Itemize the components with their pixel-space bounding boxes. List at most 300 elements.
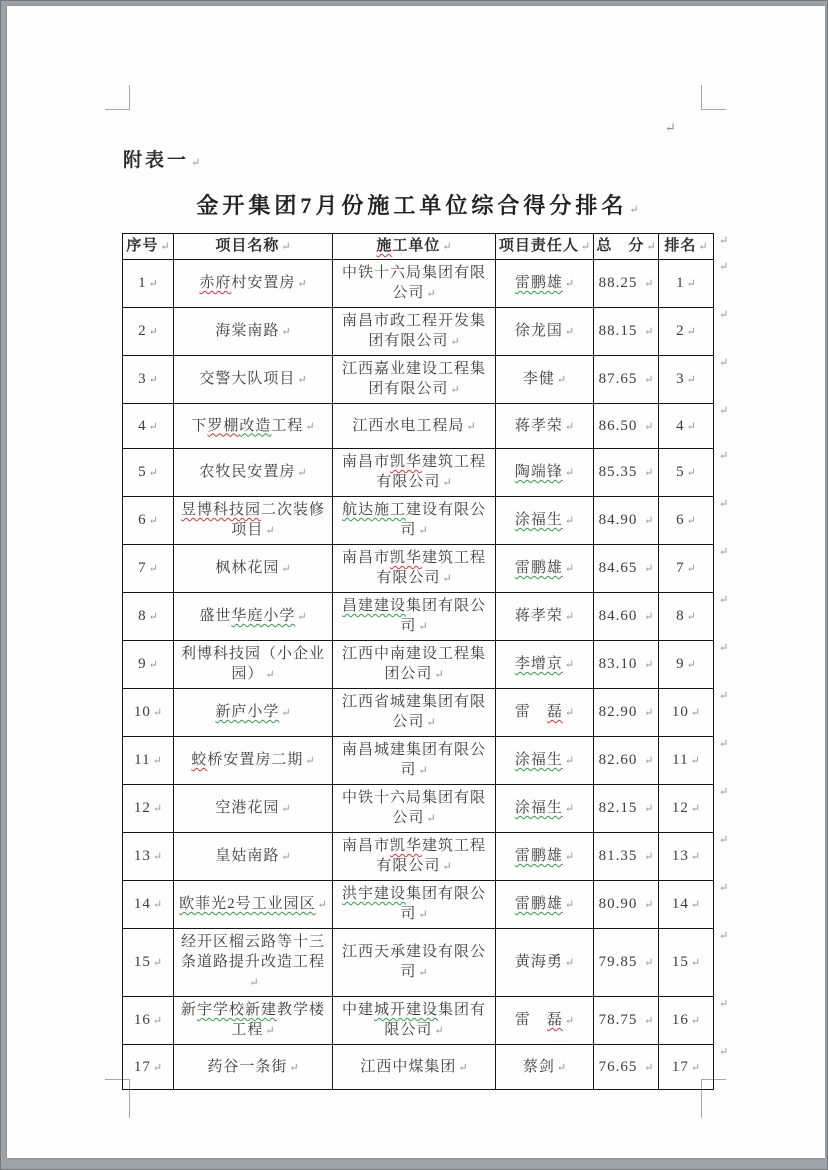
cell-score[interactable]: 84.65 ↵ [594, 545, 659, 593]
cell-rank[interactable]: 9 ↵ [659, 641, 714, 689]
header-cell-0[interactable] [123, 234, 174, 260]
text-run: 江西天承建设有限公司 [341, 944, 486, 980]
cell-no[interactable]: 11 ↵ [123, 737, 174, 785]
cell-score[interactable]: 88.15 ↵ [594, 308, 659, 356]
text-run: 盛世 [199, 608, 232, 624]
cell-project[interactable] [174, 997, 333, 1045]
cell-unit[interactable] [333, 593, 496, 641]
paragraph-mark: ↵ [644, 420, 654, 433]
cell-rank[interactable]: 4 ↵ [659, 404, 714, 449]
cell-person[interactable] [496, 356, 594, 404]
paragraph-mark: ↵ [297, 611, 307, 623]
cell-unit[interactable] [333, 260, 496, 308]
paragraph-mark: ↵ [289, 1061, 299, 1074]
text-run: 二次装修项目 [231, 502, 326, 538]
cell-no[interactable]: 15 ↵ [123, 929, 174, 997]
cell-project[interactable] [174, 689, 333, 737]
paragraph-mark: ↵ [442, 861, 452, 873]
text-run: 项目名称 [215, 238, 280, 254]
paragraph-mark: ↵ [698, 241, 708, 253]
text-run: 蒋孝荣 [514, 417, 563, 434]
text-run: 总 分 [596, 238, 645, 254]
paragraph-mark: ↵ [690, 803, 701, 815]
text-run: 涂福生 [514, 800, 563, 816]
paragraph-mark: ↵ [719, 545, 729, 558]
cell-person[interactable] [496, 545, 594, 593]
text-run: 利博科技园（小企业园） [180, 646, 325, 682]
paragraph-mark: ↵ [564, 851, 575, 863]
margin-crop-mark-top-left [105, 85, 130, 110]
page-title-text: 金开集团7月份施工单位综合得分排名 [196, 193, 628, 218]
cell-project[interactable] [174, 545, 333, 593]
header-cell-5[interactable] [659, 234, 714, 260]
paragraph-mark: ↵ [719, 308, 729, 321]
cell-unit[interactable] [333, 356, 496, 404]
paragraph-mark: ↵ [686, 563, 696, 575]
text-run: 江西中南建设工程集团公司 [341, 646, 486, 682]
paragraph-mark: ↵ [644, 326, 654, 338]
cell-score[interactable]: 84.60 ↵ [594, 593, 659, 641]
paragraph-mark: ↵ [719, 881, 729, 894]
cell-project[interactable] [174, 356, 333, 404]
table-body [123, 260, 736, 1090]
paragraph-mark: ↵ [719, 785, 729, 798]
table-row [123, 497, 736, 545]
row-end-mark [714, 833, 736, 881]
cell-rank[interactable]: 7 ↵ [659, 545, 714, 593]
paragraph-mark: ↵ [719, 997, 729, 1010]
header-cell-1[interactable] [174, 234, 333, 260]
paragraph-mark: ↵ [556, 1061, 567, 1074]
cell-score[interactable]: 88.25 ↵ [594, 260, 659, 308]
table-row [123, 449, 736, 497]
cell-person[interactable] [496, 593, 594, 641]
paragraph-mark: ↵ [564, 420, 575, 433]
paragraph-mark: ↵ [719, 449, 729, 462]
paragraph-mark: ↵ [249, 977, 259, 989]
paragraph-mark: ↵ [191, 157, 201, 169]
paragraph-mark: ↵ [690, 1061, 701, 1074]
cell-project[interactable] [174, 1045, 333, 1090]
paragraph-mark: ↵ [686, 326, 696, 338]
cell-person[interactable] [496, 1045, 594, 1090]
table-row [123, 234, 736, 260]
paragraph-mark: ↵ [418, 525, 428, 537]
paragraph-mark: ↵ [152, 899, 163, 911]
cell-score[interactable]: 83.10 ↵ [594, 641, 659, 689]
cell-rank[interactable]: 12 ↵ [659, 785, 714, 833]
table-row [123, 1045, 736, 1090]
cell-score[interactable]: 87.65 ↵ [594, 356, 659, 404]
cell-no[interactable]: 5 ↵ [123, 449, 174, 497]
cell-unit[interactable] [333, 497, 496, 545]
text-run: 建筑工程有限公司 [376, 454, 487, 490]
paragraph-mark: ↵ [265, 525, 275, 537]
cell-project[interactable] [174, 308, 333, 356]
paragraph-mark: ↵ [281, 563, 291, 575]
paragraph-mark: ↵ [686, 659, 696, 671]
text-run: 江西嘉业建设工程集团有限公司 [341, 361, 486, 397]
paragraph-mark: ↵ [265, 669, 275, 681]
cell-unit[interactable] [333, 404, 496, 449]
cell-no[interactable]: 1 ↵ [123, 260, 174, 308]
paragraph-mark: ↵ [719, 641, 729, 654]
text-run: 雷鹏雄 [514, 560, 563, 576]
cell-score[interactable]: 78.75 ↵ [594, 997, 659, 1045]
cell-person[interactable] [496, 404, 594, 449]
header-cell-4[interactable] [594, 234, 659, 260]
paragraph-mark: ↵ [152, 851, 163, 863]
text-run: 凯华 [389, 838, 422, 854]
paragraph-mark: ↵ [148, 326, 158, 338]
cell-no[interactable]: 17 ↵ [123, 1045, 174, 1090]
text-run: 凯华 [389, 550, 422, 566]
paragraph-mark: ↵ [305, 420, 315, 433]
paragraph-mark: ↵ [686, 611, 696, 623]
cell-score[interactable]: 76.65 ↵ [594, 1045, 659, 1090]
cell-unit[interactable] [333, 881, 496, 929]
paragraph-mark: ↵ [281, 707, 291, 719]
paragraph-mark: ↵ [418, 967, 428, 979]
text-run: 农牧民安置房 [199, 464, 296, 480]
cell-rank[interactable]: 17 ↵ [659, 1045, 714, 1090]
text-run: 海棠南路 [215, 323, 280, 339]
document-page[interactable] [7, 6, 825, 1158]
cell-unit[interactable] [333, 689, 496, 737]
table-row [123, 641, 736, 689]
cell-no[interactable]: 2 ↵ [123, 308, 174, 356]
paragraph-mark: ↵ [148, 563, 158, 575]
cell-project[interactable] [174, 449, 333, 497]
cell-rank[interactable]: 15 ↵ [659, 929, 714, 997]
cell-project[interactable] [174, 260, 333, 308]
cell-project[interactable] [174, 497, 333, 545]
paragraph-mark: ↵ [564, 515, 575, 527]
paragraph-mark: ↵ [719, 833, 729, 846]
header-cell-2[interactable] [333, 234, 496, 260]
paragraph-mark: ↵ [442, 477, 452, 489]
text-run: 欧菲光2号工业园区 [179, 896, 316, 912]
text-run: 新 [180, 1002, 197, 1018]
paragraph-mark: ↵ [690, 899, 701, 911]
cell-score[interactable]: 82.90 ↵ [594, 689, 659, 737]
row-end-mark [714, 234, 736, 260]
paragraph-mark: ↵ [690, 957, 701, 969]
cell-person[interactable] [496, 641, 594, 689]
cell-unit[interactable] [333, 737, 496, 785]
text-run: 南昌城建集团有限公司 [341, 742, 486, 778]
table-row [123, 260, 736, 308]
paragraph-mark: ↵ [564, 1015, 575, 1027]
cell-rank[interactable]: 8 ↵ [659, 593, 714, 641]
paragraph-mark: ↵ [644, 957, 654, 969]
paragraph-mark: ↵ [719, 497, 729, 510]
text-run: 村安置房 [231, 275, 296, 291]
cell-rank[interactable]: 10 ↵ [659, 689, 714, 737]
table-row [123, 833, 736, 881]
paragraph-mark: ↵ [644, 899, 654, 911]
cell-project[interactable] [174, 881, 333, 929]
row-end-mark [714, 929, 736, 997]
cell-score[interactable]: 80.90 ↵ [594, 881, 659, 929]
paragraph-mark: ↵ [644, 659, 654, 671]
text-run: 雷鹏雄 [514, 848, 563, 864]
cell-rank[interactable]: 14 ↵ [659, 881, 714, 929]
cell-score[interactable]: 82.60 ↵ [594, 737, 659, 785]
paragraph-mark: ↵ [297, 374, 307, 386]
cell-no[interactable]: 13 ↵ [123, 833, 174, 881]
cell-person[interactable] [496, 833, 594, 881]
paragraph-mark: ↵ [297, 278, 307, 290]
paragraph-mark: ↵ [564, 467, 575, 479]
page-title[interactable] [117, 189, 718, 220]
row-end-mark [714, 785, 736, 833]
text-run: 江西省城建集团有限公司 [341, 694, 486, 730]
paragraph-mark: ↵ [466, 420, 476, 433]
cell-score[interactable]: 79.85 ↵ [594, 929, 659, 997]
cell-rank[interactable]: 5 ↵ [659, 449, 714, 497]
paragraph-mark: ↵ [450, 384, 460, 396]
text-run: 集团有限公司 [384, 1002, 487, 1038]
paragraph-mark: ↵ [426, 717, 436, 729]
paragraph-mark: ↵ [434, 1025, 444, 1037]
cell-unit[interactable] [333, 641, 496, 689]
cell-person[interactable] [496, 737, 594, 785]
paragraph-mark: ↵ [281, 326, 291, 338]
cell-no[interactable]: 10 ↵ [123, 689, 174, 737]
paragraph-mark: ↵ [160, 241, 170, 253]
text-run: 南昌市 [341, 838, 390, 854]
paragraph-mark: ↵ [644, 851, 654, 863]
text-run: 航达施工 [341, 502, 406, 518]
cell-rank[interactable]: 3 ↵ [659, 356, 714, 404]
row-end-mark [714, 881, 736, 929]
cell-person[interactable] [496, 785, 594, 833]
paragraph-mark: ↵ [281, 851, 291, 863]
text-run: 昱博科技园 [180, 502, 261, 518]
cell-unit[interactable] [333, 449, 496, 497]
paragraph-mark: ↵ [418, 621, 428, 633]
table-row [123, 737, 736, 785]
paragraph-mark: ↵ [719, 234, 729, 247]
paragraph-mark: ↵ [148, 611, 158, 623]
paragraph-mark: ↵ [426, 813, 436, 825]
cell-project[interactable] [174, 641, 333, 689]
cell-unit[interactable] [333, 997, 496, 1045]
cell-person[interactable] [496, 260, 594, 308]
paragraph-mark: ↵ [644, 707, 654, 719]
paragraph-mark: ↵ [418, 909, 428, 921]
cell-no[interactable]: 3 ↵ [123, 356, 174, 404]
cell-rank[interactable]: 1 ↵ [659, 260, 714, 308]
cell-no[interactable]: 9 ↵ [123, 641, 174, 689]
cell-score[interactable]: 82.15 ↵ [594, 785, 659, 833]
cell-rank[interactable]: 16 ↵ [659, 997, 714, 1045]
cell-score[interactable]: 85.35 ↵ [594, 449, 659, 497]
cell-rank[interactable]: 13 ↵ [659, 833, 714, 881]
cell-person[interactable] [496, 997, 594, 1045]
row-end-mark [714, 356, 736, 404]
cell-rank[interactable]: 6 ↵ [659, 497, 714, 545]
paragraph-mark: ↵ [148, 467, 158, 479]
cell-person[interactable] [496, 449, 594, 497]
cell-unit[interactable] [333, 785, 496, 833]
paragraph-mark: ↵ [564, 563, 575, 575]
text-run: 雷 [514, 704, 547, 720]
text-run: 雷鹏雄 [514, 275, 563, 291]
text-run: 李健 [522, 371, 555, 387]
cell-unit[interactable] [333, 833, 496, 881]
paragraph-mark: ↵ [418, 765, 428, 777]
cell-rank[interactable]: 11 ↵ [659, 737, 714, 785]
table-row [123, 689, 736, 737]
table-row [123, 785, 736, 833]
paragraph-mark: ↵ [719, 260, 729, 273]
cell-no[interactable]: 16 ↵ [123, 997, 174, 1045]
text-run: 新庐小学 [215, 704, 280, 720]
cell-unit[interactable] [333, 929, 496, 997]
annex-label-text: 附表一 [123, 150, 190, 171]
text-run: 工程 [271, 417, 304, 434]
text-run: 赤府 [199, 275, 232, 291]
table-row [123, 545, 736, 593]
text-run: 建筑工程有限公司 [376, 838, 487, 874]
paragraph-mark: ↵ [450, 336, 460, 348]
paragraph-mark: ↵ [564, 803, 575, 815]
paragraph-mark: ↵ [426, 288, 436, 300]
paragraph-mark: ↵ [644, 374, 654, 386]
paragraph-mark: ↵ [644, 1015, 654, 1027]
cell-project[interactable] [174, 785, 333, 833]
text-run: 交警大队项目 [199, 371, 296, 387]
paragraph-mark: ↵ [644, 803, 654, 815]
paragraph-mark: ↵ [148, 420, 158, 433]
cell-no[interactable]: 4 ↵ [123, 404, 174, 449]
table-row [123, 929, 736, 997]
table-row [123, 593, 736, 641]
paragraph-mark: ↵ [686, 420, 696, 433]
paragraph-mark: ↵ [646, 241, 656, 253]
text-run: 昌建建设 [341, 598, 406, 614]
cell-no[interactable]: 8 ↵ [123, 593, 174, 641]
text-run: 南昌市 [341, 454, 390, 470]
margin-crop-mark-top-right [701, 85, 726, 110]
paragraph-mark: ↵ [281, 803, 291, 815]
cell-person[interactable] [496, 929, 594, 997]
paragraph-mark: ↵ [434, 669, 444, 681]
paragraph-mark: ↵ [690, 755, 700, 767]
cell-no[interactable]: 6 ↵ [123, 497, 174, 545]
paragraph-mark: ↵ [152, 755, 162, 767]
cell-project[interactable] [174, 833, 333, 881]
annex-label[interactable] [123, 145, 200, 172]
table-row [123, 404, 736, 449]
cell-person[interactable] [496, 497, 594, 545]
row-end-mark [714, 545, 736, 593]
paragraph-mark: ↵ [564, 611, 575, 623]
cell-unit[interactable] [333, 1045, 496, 1090]
cell-unit[interactable] [333, 545, 496, 593]
text-run: 徐龙国 [514, 323, 563, 339]
text-run: 建筑工程有限公司 [376, 550, 487, 586]
row-end-mark [714, 641, 736, 689]
text-run: 雷鹏雄 [514, 896, 563, 912]
table-row [123, 356, 736, 404]
paragraph-mark: ↵ [148, 278, 158, 290]
paragraph-mark: ↵ [442, 573, 452, 585]
text-run: 蔡剑 [522, 1058, 555, 1075]
cell-rank[interactable]: 2 ↵ [659, 308, 714, 356]
text-run: 排名 [664, 238, 697, 254]
paragraph-mark: ↵ [644, 515, 654, 527]
cell-person[interactable] [496, 308, 594, 356]
cell-no[interactable]: 12 ↵ [123, 785, 174, 833]
text-run: 经开区榴云路等十三条道路提升改造工程 [180, 934, 325, 970]
cell-no[interactable]: 7 ↵ [123, 545, 174, 593]
cell-project[interactable] [174, 404, 333, 449]
paragraph-mark: ↵ [719, 1045, 729, 1058]
text-run: 施 [376, 238, 393, 254]
cell-project[interactable] [174, 737, 333, 785]
cell-person[interactable] [496, 881, 594, 929]
cell-project[interactable] [174, 929, 333, 997]
cell-project[interactable] [174, 593, 333, 641]
paragraph-mark: ↵ [644, 611, 654, 623]
table-row [123, 308, 736, 356]
text-run: 黄海勇 [514, 954, 563, 970]
text-run: 雷 [514, 1012, 547, 1028]
row-end-mark [714, 404, 736, 449]
paragraph-mark: ↵ [719, 593, 729, 606]
text-run: 中铁十六局集团有限公司 [341, 265, 486, 301]
cell-score[interactable]: 81.35 ↵ [594, 833, 659, 881]
text-run: 涂福生 [514, 512, 563, 528]
cell-no[interactable]: 14 ↵ [123, 881, 174, 929]
paragraph-mark: ↵ [690, 1015, 701, 1027]
table-row [123, 881, 736, 929]
cell-unit[interactable] [333, 308, 496, 356]
paragraph-mark: ↵ [564, 659, 575, 671]
row-end-mark [714, 1045, 736, 1090]
paragraph-mark: ↵ [686, 515, 696, 527]
row-end-mark [714, 593, 736, 641]
text-run: 洪宇建设 [341, 886, 406, 902]
table-header-row [123, 234, 736, 260]
paragraph-mark: ↵ [305, 755, 315, 767]
text-run: 中建 [341, 1002, 374, 1018]
cell-person[interactable] [496, 689, 594, 737]
paragraph-mark: ↵ [152, 803, 163, 815]
text-run: 城开建设 [373, 1002, 438, 1018]
text-run: 磊 [546, 704, 563, 720]
cell-score[interactable]: 84.90 ↵ [594, 497, 659, 545]
paragraph-mark: ↵ [148, 659, 158, 671]
paragraph-mark: ↵ [152, 1061, 163, 1074]
paragraph-mark: ↵ [690, 851, 701, 863]
text-run: 中铁十六局集团有限公司 [341, 790, 486, 826]
paragraph-mark: ↵ [644, 1061, 654, 1074]
paragraph-mark: ↵ [458, 1061, 468, 1074]
text-run: 罗棚 [207, 417, 240, 434]
text-run: 江西水电工程局 [352, 417, 465, 434]
paragraph-mark: ↵ [297, 467, 307, 479]
row-end-mark [714, 689, 736, 737]
text-run: 磊 [546, 1012, 563, 1028]
text-run: 陶端锋 [514, 464, 563, 480]
paragraph-mark: ↵ [281, 241, 291, 253]
header-cell-3[interactable] [496, 234, 594, 260]
cell-score[interactable]: 86.50 ↵ [594, 404, 659, 449]
